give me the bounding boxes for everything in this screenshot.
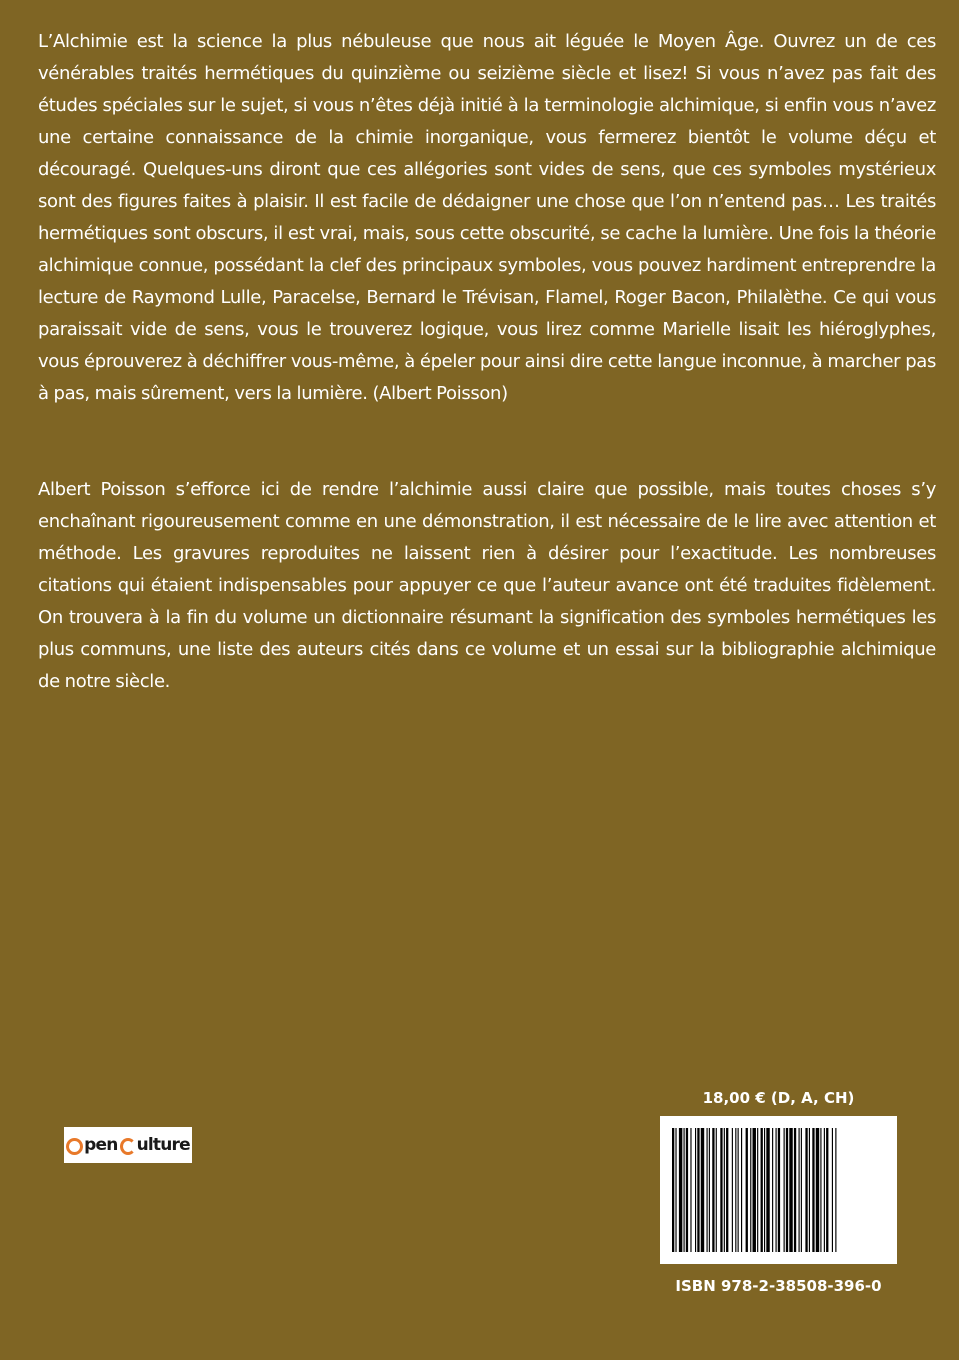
barcode-bar [766,1128,769,1252]
barcode-bar [820,1128,821,1252]
barcode-bar [695,1128,696,1252]
barcode-bar [701,1128,704,1252]
barcode-bar [726,1128,728,1252]
barcode-bar [801,1128,802,1252]
barcode-bar [832,1128,833,1252]
barcode-bar [738,1128,739,1252]
barcode-bar [709,1128,710,1252]
logo-o-ring-icon [66,1138,83,1155]
barcode-icon [672,1128,885,1252]
logo-text-part-1: pen [84,1135,118,1155]
barcode-bar [786,1128,788,1252]
barcode-bar [716,1128,717,1252]
barcode-bar [764,1128,765,1252]
barcode-bar [672,1128,674,1252]
barcode-bar [679,1128,682,1252]
barcode-bar [805,1128,807,1252]
barcode-bar [712,1128,714,1252]
logo-c-arc-icon [120,1138,136,1155]
barcode-bar [789,1128,792,1252]
barcode-bar [750,1128,751,1252]
barcode-bar [761,1128,763,1252]
blurb-paragraph-2: Albert Poisson s’efforce ici de rendre l’alchimie aussi claire que possible, mais toutes choses s’y enchaînant rigoureusement comme en une démonstration, il est nécessaire de le lire avec attention et méthode. Les gravures reproduites ne laissent rien à désirer pour l’exactitude. Les nombreuses citations qui étaient indispensables pour appuyer ce que l’auteur avance ont été traduites fidèlement. On trouvera à la fin du volume un dictionnaire résumant la signification des symboles hermétiques les plus communs, une liste des auteurs cités dans ce volume et un essai sur la bibliographie alchimique de notre siècle. [38,479,936,692]
barcode [660,1116,897,1264]
barcode-bar [784,1128,785,1252]
barcode-bar [826,1128,828,1252]
barcode-bar [812,1128,814,1252]
barcode-bar [816,1128,819,1252]
barcode-bar [799,1128,800,1252]
barcode-bar [835,1128,836,1252]
barcode-bar [753,1128,756,1252]
barcode-bar [686,1128,688,1252]
price-label: 18,00 € (D, A, CH) [702,1089,855,1107]
barcode-bar [697,1128,699,1252]
barcode-bar [757,1128,758,1252]
barcode-bar [707,1128,708,1252]
barcode-bar [794,1128,796,1252]
barcode-bar [809,1128,810,1252]
barcode-bar [684,1128,685,1252]
barcode-bar [741,1128,742,1252]
barcode-bar [720,1128,722,1252]
barcode-bar [746,1128,748,1252]
barcode-bar [824,1128,825,1252]
isbn-label: ISBN 978-2-38508-396-0 [675,1277,882,1295]
openculture-logo [64,1127,192,1163]
barcode-bar [724,1128,725,1252]
barcode-bar [675,1128,676,1252]
blurb-paragraph-1: L’Alchimie est la science la plus nébuleuse que nous ait léguée le Moyen Âge. Ouvrez un de ces vénérables traités hermétiques du quinzième ou seizième siècle et lisez! Si vous n’avez pas fait des études spéciales sur le sujet, si vous n’êtes déjà initié à la terminologie alchimique, si enfin vous n’avez une certaine connaissance de la chimie inorganique, vous fermerez bientôt le volume déçu et découragé. Quelques-uns diront que ces allégories sont vides de sens, que ces symboles mystérieux sont des figures faites à plaisir. Il est facile de dédaigner une chose que l’on n’entend pas… Les traités hermétiques sont obscurs, il est vrai, mais, sous cette obscurité, se cache la lumière. Une fois la théorie alchimique connue, possédant la clef des principaux symboles, vous pouvez hardiment entreprendre la lecture de Raymond Lulle, Paracelse, Bernard le Trévisan, Flamel, Roger Bacon, Philalèthe. Ce qui vous paraissait vide de sens, vous le trouverez logique, vous lirez comme Marielle lisait les hiéroglyphes, vous éprouverez à déchiffrer vous-même, à épeler pour ainsi dire cette langue inconnue, à marcher pas à pas, mais sûrement, vers la lumière. (Albert Poisson) [38,31,936,404]
barcode-bar [778,1128,780,1252]
barcode-bar [735,1128,736,1252]
barcode-bar [776,1128,777,1252]
barcode-bar [690,1128,691,1252]
logo-text-part-2: ulture [136,1135,190,1155]
barcode-bar [772,1128,773,1252]
barcode-bar [732,1128,733,1252]
